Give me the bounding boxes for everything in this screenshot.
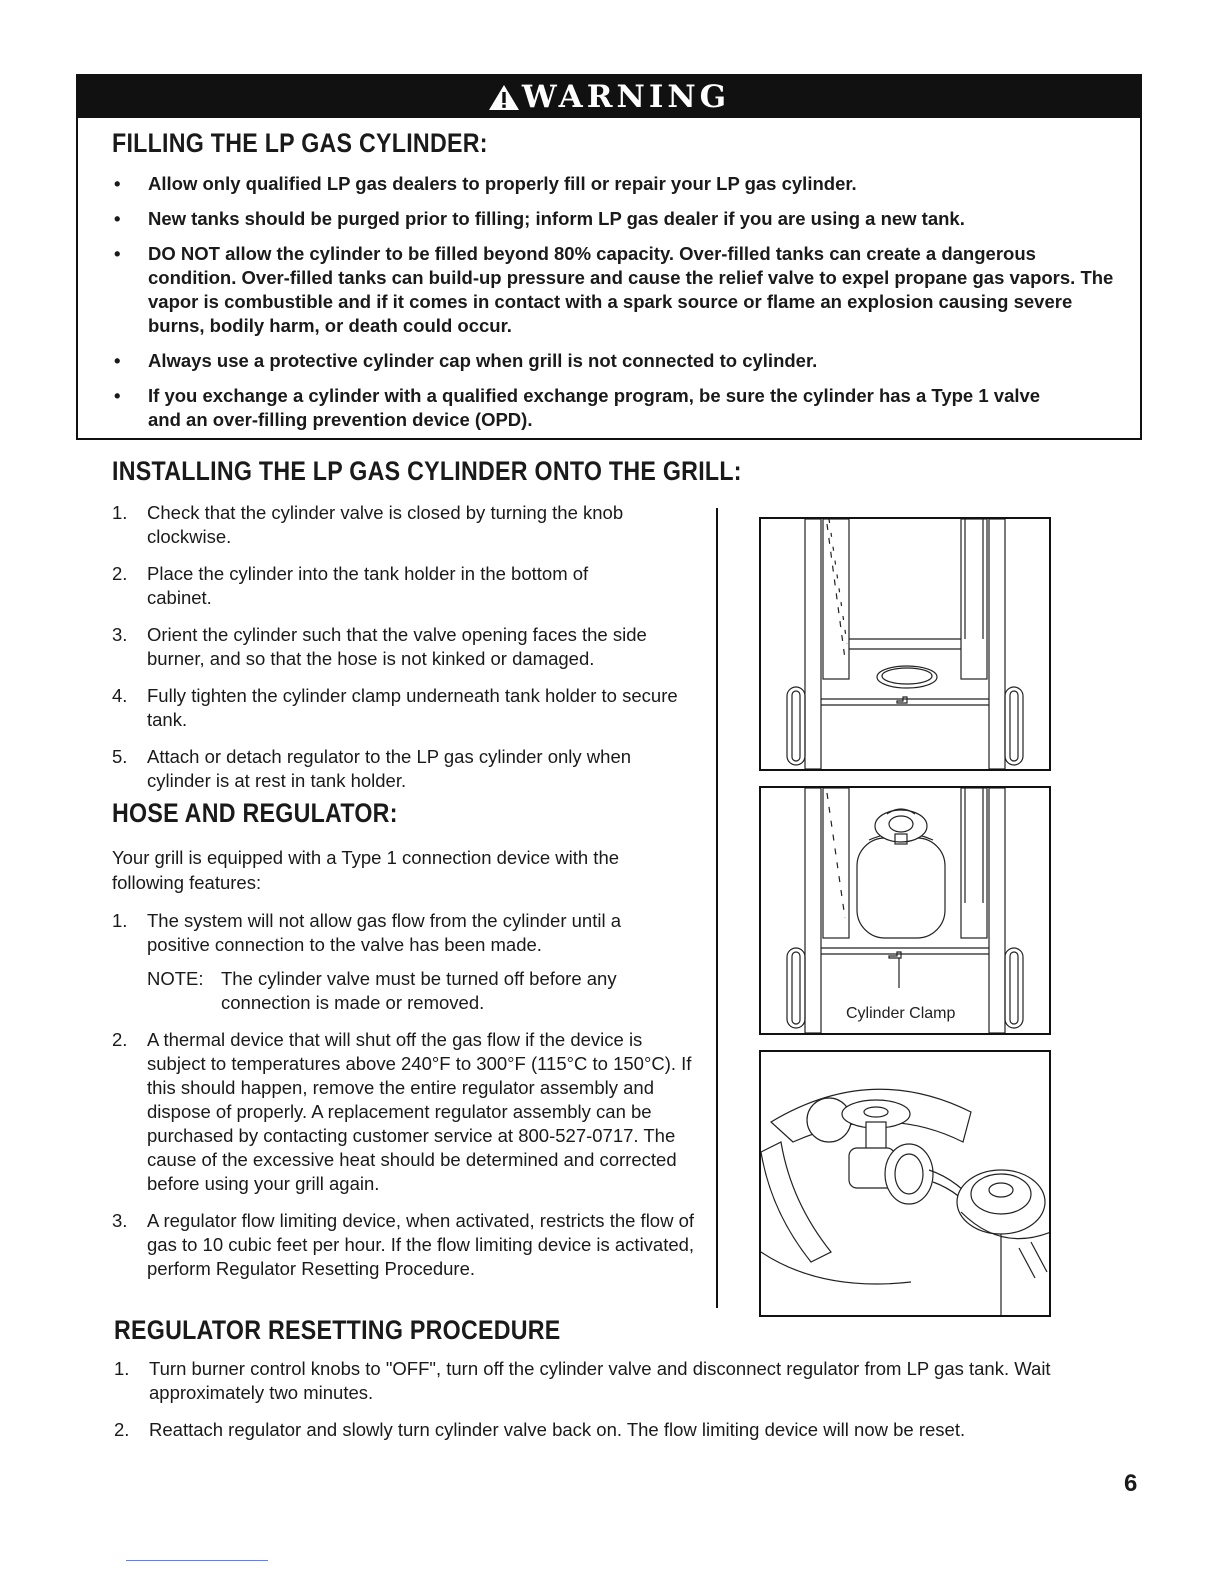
list-item: 3. Orient the cylinder such that the valve opening faces the side burner, and so that the hose is not kinked or damaged. <box>112 624 647 669</box>
regulator-illustration <box>761 1052 1049 1315</box>
hose-features <box>112 909 702 1294</box>
resetting-steps <box>114 1357 1104 1455</box>
cylinder-installed-illustration <box>761 788 1049 1033</box>
page-number: 6 <box>1124 1470 1138 1497</box>
warning-box <box>76 74 1142 440</box>
hose-heading: HOSE AND REGULATOR: <box>112 798 398 828</box>
list-item: 2. Reattach regulator and slowly turn cylinder valve back on. The flow limiting device will now be reset. <box>114 1419 966 1440</box>
list-item: 1. Check that the cylinder valve is closed by turning the knob clockwise. <box>112 502 624 547</box>
list-item: 1. The system will not allow gas flow from the cylinder until a positive connection to the valve has been made. NOTE: The cylinder valve must be turned off before any connection is made or removed. <box>112 909 667 1015</box>
list-item: 5. Attach or detach regulator to the LP gas cylinder only when cylinder is at rest in tank holder. <box>112 746 632 791</box>
installing-heading: INSTALLING THE LP GAS CYLINDER ONTO THE GRILL: <box>112 456 742 486</box>
column-divider <box>716 508 718 1308</box>
warning-bullet: • DO NOT allow the cylinder to be filled beyond 80% capacity. Over-filled tanks can create a dangerous condition. Over-filled tanks can build-up pressure and cause the relief valve to expel propane gas vapors. The vapor is combustible and if it comes in contact with a spark source or flame an explosion causing severe burns, bodily harm, or death could occur. <box>114 243 1114 336</box>
note: NOTE: The cylinder valve must be turned off before any connection is made or removed. <box>147 968 617 1013</box>
regulator-figure <box>759 1050 1051 1317</box>
list-item: 2. A thermal device that will shut off the gas flow if the device is subject to temperatures above 240°F to 300°F (115°C to 150°C). If this should happen, remove the entire regulator assembly and dispose of properly. A replacement regulator assembly can be purchased by contacting customer service at 800-527-0717. The cause of the excessive heat should be determined and corrected before using your grill again. <box>112 1029 692 1194</box>
installing-steps <box>112 501 704 806</box>
warning-triangle-icon <box>488 83 520 111</box>
warning-title: FILLING THE LP GAS CYLINDER: <box>112 128 488 158</box>
warning-bullet-list <box>112 172 1122 443</box>
resetting-heading: REGULATOR RESETTING PROCEDURE <box>114 1315 561 1345</box>
cabinet-illustration <box>761 519 1049 769</box>
list-item: 1. Turn burner control knobs to "OFF", turn off the cylinder valve and disconnect regulator from LP gas tank. Wait approximately two minutes. <box>114 1358 1051 1403</box>
footer-rule <box>126 1560 268 1561</box>
warning-banner-text: WARNING <box>521 79 731 115</box>
list-item: 4. Fully tighten the cylinder clamp underneath tank holder to secure tank. <box>112 685 678 730</box>
hose-intro: Your grill is equipped with a Type 1 connection device with the following features: <box>112 847 620 893</box>
warning-bullet: • Always use a protective cylinder cap when grill is not connected to cylinder. <box>114 350 818 371</box>
warning-bullet: • New tanks should be purged prior to filling; inform LP gas dealer if you are using a new tank. <box>114 208 965 229</box>
cabinet-figure <box>759 517 1051 771</box>
cylinder-installed-figure <box>759 786 1051 1035</box>
warning-bullet: • If you exchange a cylinder with a qualified exchange program, be sure the cylinder has a Type 1 valve and an over-filling prevention device (OPD). <box>114 385 1041 430</box>
warning-banner <box>78 76 1140 118</box>
list-item: 2. Place the cylinder into the tank holder in the bottom of cabinet. <box>112 563 589 608</box>
cylinder-clamp-label: Cylinder Clamp <box>846 1005 956 1022</box>
warning-bullet: • Allow only qualified LP gas dealers to properly fill or repair your LP gas cylinder. <box>114 173 857 194</box>
list-item: 3. A regulator flow limiting device, when activated, restricts the flow of gas to 10 cubic feet per hour. If the flow limiting device is activated, perform Regulator Resetting Procedure. <box>112 1210 695 1279</box>
